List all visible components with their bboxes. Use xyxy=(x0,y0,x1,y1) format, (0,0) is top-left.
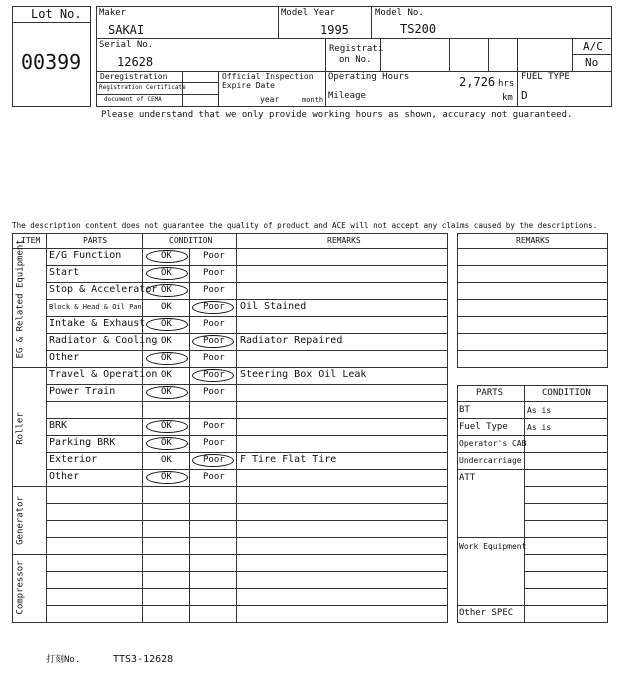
group-label-compressor: Compressor xyxy=(15,560,26,615)
working-hours-note: Please understand that we only provide working hours as shown, accuracy not guaranteed. xyxy=(101,110,573,120)
header-condition: CONDITION xyxy=(169,236,213,245)
side-remarks-frame xyxy=(457,233,608,368)
part-name: Stop & Accelerator xyxy=(49,284,158,295)
remark-text: Steering Box Oil Leak xyxy=(240,369,367,380)
poor-label: Poor xyxy=(203,353,225,363)
registration-label-2: on No. xyxy=(339,55,372,65)
maker-label: Maker xyxy=(99,8,127,18)
row-divider xyxy=(46,605,448,606)
poor-circle xyxy=(192,454,234,467)
side-part-undercarriage: Undercarriage xyxy=(459,456,522,465)
month-label: month xyxy=(302,96,324,104)
model-year-value: 1995 xyxy=(320,23,349,37)
side-parts-row-line xyxy=(457,469,608,470)
group-divider xyxy=(12,554,448,555)
side-remark-row-line xyxy=(457,265,608,266)
year-label: year xyxy=(260,95,280,104)
col-line-condition xyxy=(236,233,237,623)
header-col-line xyxy=(218,71,219,107)
poor-label: Poor xyxy=(203,268,225,278)
header-col-line xyxy=(325,38,326,107)
part-name: Radiator & Cooling xyxy=(49,335,158,346)
side-parts-sub-line xyxy=(524,503,608,504)
ok-circle xyxy=(146,284,188,297)
header-item: ITEM xyxy=(21,236,41,245)
header-remarks: REMARKS xyxy=(327,236,361,245)
model-no-label: Model No. xyxy=(375,8,424,18)
inspection-label-2: Expire Date xyxy=(222,81,275,90)
group-divider xyxy=(12,367,448,368)
side-parts-sub-line xyxy=(524,486,608,487)
side-part-work-equipment: Work Equipment xyxy=(459,542,527,551)
row-divider xyxy=(46,282,448,283)
part-name: BRK xyxy=(49,420,68,431)
row-divider xyxy=(46,418,448,419)
row-divider xyxy=(46,588,448,589)
side-parts-sub-line xyxy=(524,571,608,572)
maker-value: SAKAI xyxy=(108,23,145,37)
ok-circle xyxy=(146,437,188,450)
row-divider xyxy=(46,503,448,504)
row-divider xyxy=(46,520,448,521)
ok-label: OK xyxy=(161,336,172,346)
header-col-line xyxy=(371,6,372,39)
part-name: Travel & Operation xyxy=(49,369,158,380)
col-line-item xyxy=(46,233,47,623)
ok-label: OK xyxy=(161,421,172,431)
poor-label: Poor xyxy=(203,336,225,346)
part-name: Power Train xyxy=(49,386,116,397)
side-remark-row-line xyxy=(457,248,608,249)
side-remark-row-line xyxy=(457,316,608,317)
dereg-divider xyxy=(96,94,218,95)
ok-circle xyxy=(146,352,188,365)
poor-label: Poor xyxy=(203,302,225,312)
row-divider xyxy=(46,571,448,572)
poor-label: Poor xyxy=(203,421,225,431)
serial-value: 12628 xyxy=(117,55,154,69)
dereg-divider xyxy=(96,82,218,83)
header-row-line-1 xyxy=(96,38,612,39)
registration-certificate-label: Registration Certificate xyxy=(99,84,186,91)
poor-label: Poor xyxy=(203,319,225,329)
group-label-generator: Generator xyxy=(15,496,26,545)
side-remark-row-line xyxy=(457,299,608,300)
disclaimer-text: The description content does not guarantee the quality of product and ACE will not accept any claims caused by the descriptions. xyxy=(12,221,598,230)
lot-label: Lot No. xyxy=(31,7,82,21)
ac-value: No xyxy=(585,56,599,69)
side-parts-sub-line xyxy=(524,554,608,555)
part-name: Start xyxy=(49,267,80,278)
serial-label: Serial No. xyxy=(99,40,154,50)
group-label-roller: Roller xyxy=(15,412,26,445)
side-part-other-spec: Other SPEC xyxy=(459,608,514,618)
side-parts-row-line xyxy=(457,537,608,538)
side-remark-row-line xyxy=(457,350,608,351)
deregistration-label: Deregistration xyxy=(100,72,168,81)
header-col-line xyxy=(488,38,489,71)
ok-label: OK xyxy=(161,455,172,465)
row-divider xyxy=(46,299,448,300)
part-name: Other xyxy=(49,352,80,363)
ok-label: OK xyxy=(161,251,172,261)
ok-label: OK xyxy=(161,319,172,329)
ok-circle xyxy=(146,318,188,331)
ac-divider xyxy=(572,54,612,55)
row-divider xyxy=(46,435,448,436)
side-condition-bt: As is xyxy=(527,406,552,415)
side-parts-header: PARTS xyxy=(476,388,504,398)
part-name: E/G Function xyxy=(49,250,122,261)
poor-label: Poor xyxy=(203,438,225,448)
side-part-att: ATT xyxy=(459,473,476,483)
poor-label: Poor xyxy=(203,387,225,397)
stamp-value: TTS3-12628 xyxy=(113,654,174,665)
side-parts-row-line xyxy=(457,435,608,436)
side-condition-header: CONDITION xyxy=(542,388,591,398)
fuel-type-label: FUEL TYPE xyxy=(521,72,570,82)
part-name: Exterior xyxy=(49,454,98,465)
side-parts-row-line xyxy=(457,401,608,402)
mileage-label: Mileage xyxy=(328,91,366,101)
ok-circle xyxy=(146,420,188,433)
ok-circle xyxy=(146,267,188,280)
header-col-line xyxy=(278,6,279,39)
ok-circle xyxy=(146,386,188,399)
ac-label: A/C xyxy=(583,40,603,53)
row-divider xyxy=(46,350,448,351)
fuel-type-value: D xyxy=(521,89,528,102)
side-part-fuel: Fuel Type xyxy=(459,422,508,432)
side-parts-sub-line xyxy=(524,588,608,589)
km-label: km xyxy=(502,93,513,103)
ok-circle xyxy=(146,471,188,484)
ok-label: OK xyxy=(161,387,172,397)
inspection-label: Official Inspection xyxy=(222,72,314,81)
row-divider xyxy=(46,452,448,453)
poor-label: Poor xyxy=(203,285,225,295)
model-year-label: Model Year xyxy=(281,8,336,18)
side-parts-row-line xyxy=(457,605,608,606)
row-divider xyxy=(46,333,448,334)
cema-label: document of CEMA xyxy=(104,96,162,103)
ok-label: OK xyxy=(161,302,172,312)
row-divider xyxy=(46,469,448,470)
lot-divider xyxy=(12,22,91,23)
poor-circle xyxy=(192,335,234,348)
poor-label: Poor xyxy=(203,251,225,261)
side-part-bt: BT xyxy=(459,405,470,415)
side-remark-row-line xyxy=(457,333,608,334)
row-divider xyxy=(46,265,448,266)
table-header-line xyxy=(12,248,448,249)
side-remarks-header: REMARKS xyxy=(516,236,550,245)
ok-label: OK xyxy=(161,472,172,482)
side-parts-sub-line xyxy=(524,520,608,521)
row-divider xyxy=(46,316,448,317)
part-name: Block & Head & Oil Pan xyxy=(49,303,142,311)
remark-text: Radiator Repaired xyxy=(240,335,343,346)
poor-label: Poor xyxy=(203,472,225,482)
ok-label: OK xyxy=(161,268,172,278)
header-col-line xyxy=(380,38,381,71)
poor-label: Poor xyxy=(203,370,225,380)
poor-circle xyxy=(192,301,234,314)
side-part-cab: Operator's CAB xyxy=(459,439,527,448)
registration-label: Registrati xyxy=(329,44,384,54)
poor-label: Poor xyxy=(203,455,225,465)
row-divider xyxy=(46,401,448,402)
ok-circle xyxy=(146,250,188,263)
side-parts-row-line xyxy=(457,418,608,419)
part-name: Other xyxy=(49,471,80,482)
header-col-line xyxy=(449,38,450,71)
side-remark-row-line xyxy=(457,282,608,283)
hrs-label: hrs xyxy=(498,79,515,89)
remark-text: Oil Stained xyxy=(240,301,307,312)
operating-hours-label: Operating Hours xyxy=(328,72,410,82)
ok-label: OK xyxy=(161,438,172,448)
header-parts: PARTS xyxy=(83,236,108,245)
group-divider xyxy=(12,486,448,487)
side-parts-row-line xyxy=(457,452,608,453)
row-divider xyxy=(46,537,448,538)
operating-hours-value: 2,726 xyxy=(459,75,496,89)
model-no-value: TS200 xyxy=(400,22,437,36)
part-name: Parking BRK xyxy=(49,437,116,448)
ok-label: OK xyxy=(161,353,172,363)
stamp-label: 打刻No. xyxy=(46,655,81,665)
ok-label: OK xyxy=(161,370,172,380)
remark-text: F Tire Flat Tire xyxy=(240,454,337,465)
lot-number: 00399 xyxy=(21,50,82,74)
group-label-eg: EG & Related Equipment xyxy=(15,239,26,359)
side-condition-fuel: As is xyxy=(527,423,552,432)
row-divider xyxy=(46,384,448,385)
poor-circle xyxy=(192,369,234,382)
ok-label: OK xyxy=(161,285,172,295)
part-name: Intake & Exhaust xyxy=(49,318,146,329)
header-col-line xyxy=(517,38,518,107)
